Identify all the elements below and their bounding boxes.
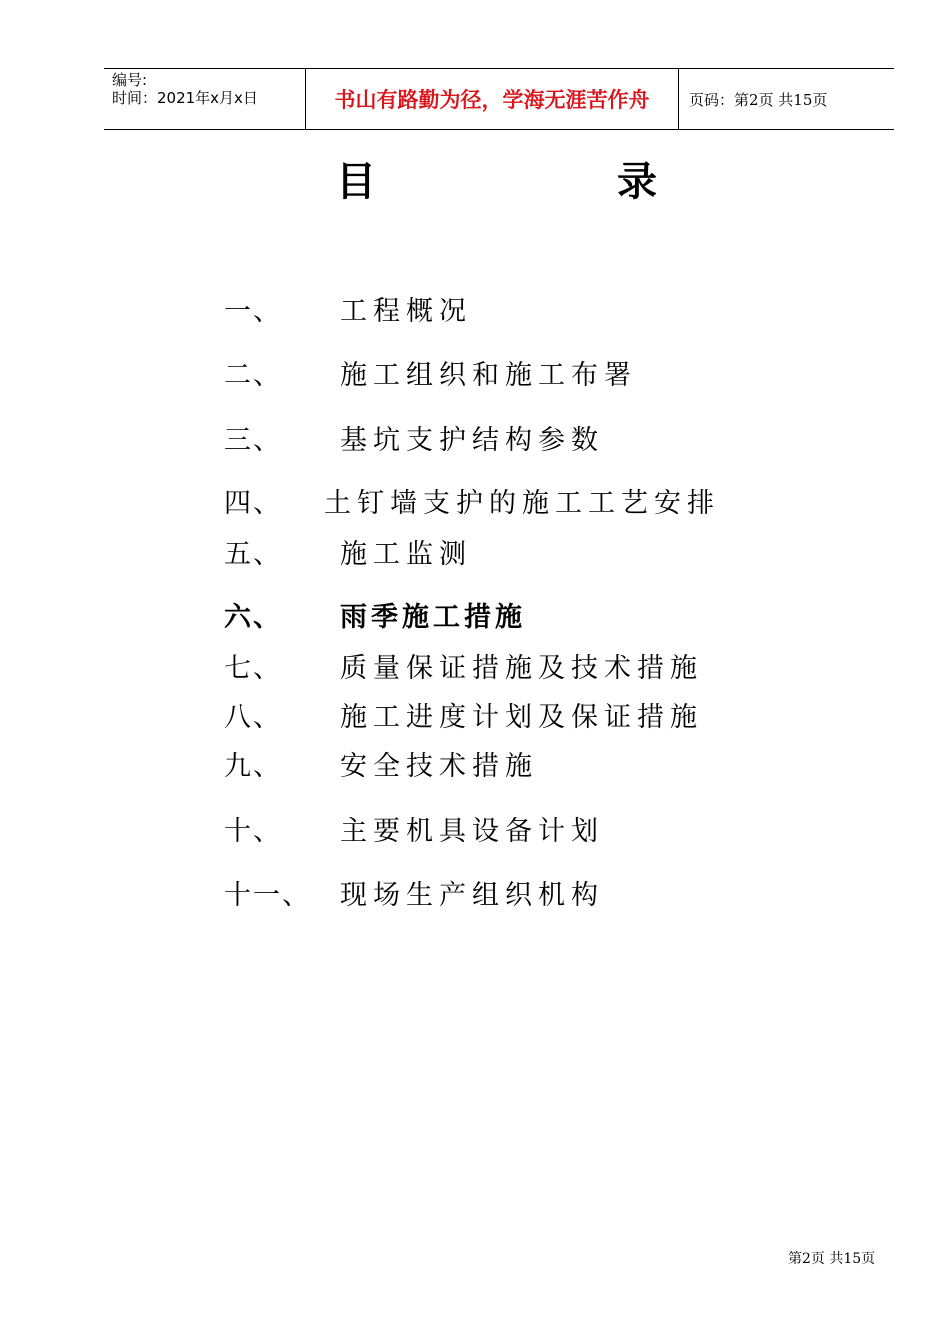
toc-number: 四、: [224, 488, 282, 519]
toc-number: 二、: [224, 360, 282, 391]
toc-number: 一、: [224, 296, 282, 327]
toc-title: 现场生产组织机构: [340, 880, 604, 911]
toc-title: 主要机具设备计划: [340, 816, 604, 847]
toc-item[interactable]: [224, 295, 472, 329]
toc-item[interactable]: [224, 538, 472, 572]
title-char-1: 目: [336, 159, 376, 205]
toc-number: 六、: [224, 602, 282, 633]
toc-number: 七、: [224, 653, 282, 684]
toc-number: 八、: [224, 702, 282, 733]
toc-title: 雨季施工措施: [340, 602, 526, 633]
header-page-info: 页码：第2页 共15页: [689, 90, 828, 109]
toc-title: 施工进度计划及保证措施: [340, 702, 703, 733]
header-motto: 书山有路勤为径，学海无涯苦作舟: [306, 69, 679, 129]
toc-item[interactable]: [224, 424, 604, 458]
toc-item[interactable]: [224, 601, 526, 635]
toc-number: 九、: [224, 751, 282, 782]
toc-item[interactable]: [224, 487, 720, 521]
page-footer: 第2页 共15页: [788, 1251, 876, 1267]
toc-title: 工程概况: [340, 296, 472, 327]
toc-item[interactable]: [224, 652, 703, 686]
header-left-cell: [104, 69, 306, 129]
toc-title: 施工组织和施工布署: [340, 360, 637, 391]
page-title: [0, 158, 950, 206]
toc-title: 安全技术措施: [340, 751, 538, 782]
title-char-2: 录: [617, 159, 657, 205]
toc-title: 基坑支护结构参数: [340, 425, 604, 456]
toc-item[interactable]: [224, 359, 637, 393]
toc-number: 十一、: [224, 880, 311, 911]
toc-title: 土钉墙支护的施工工艺安排: [324, 488, 720, 519]
time-label: 时间：2021年x月x日: [112, 89, 258, 107]
number-label: 编号:: [112, 71, 148, 89]
toc-item[interactable]: [224, 750, 538, 784]
toc-title: 施工监测: [340, 539, 472, 570]
toc-item[interactable]: [224, 815, 604, 849]
toc-item[interactable]: [224, 701, 703, 735]
toc-number: 三、: [224, 425, 282, 456]
page-header: [104, 68, 894, 130]
toc-item[interactable]: [224, 879, 604, 913]
toc-number: 五、: [224, 539, 282, 570]
toc-number: 十、: [224, 816, 282, 847]
toc-title: 质量保证措施及技术措施: [340, 653, 703, 684]
